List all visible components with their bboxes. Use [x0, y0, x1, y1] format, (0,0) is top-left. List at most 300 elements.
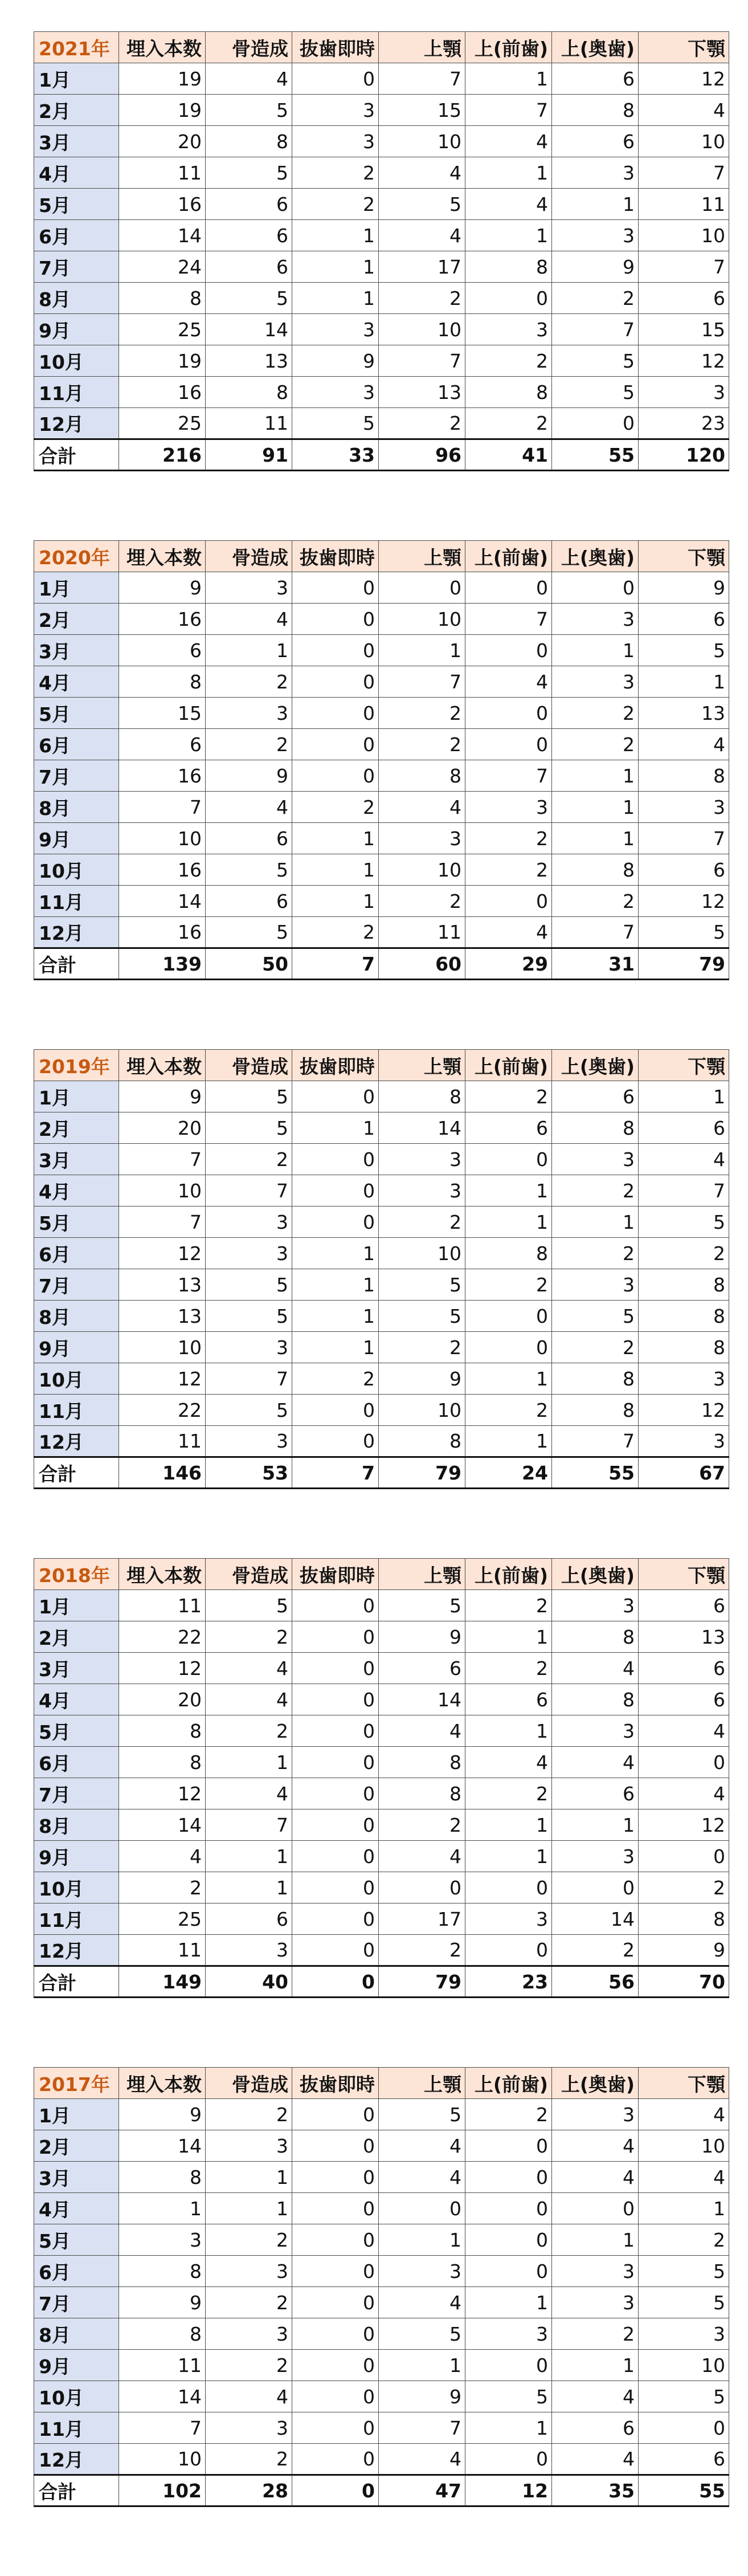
table-cell: 0	[292, 1904, 379, 1935]
total-cell: 70	[639, 1966, 729, 1998]
table-cell: 12	[639, 1809, 729, 1841]
total-row	[34, 948, 729, 980]
month-label: 9月	[34, 2350, 119, 2381]
total-cell: 91	[206, 439, 292, 471]
table-cell: 4	[639, 2162, 729, 2193]
table-cell: 1	[552, 635, 639, 666]
table-cell: 3	[292, 95, 379, 126]
table-cell: 0	[552, 2193, 639, 2224]
table-cell: 0	[465, 2193, 552, 2224]
table-cell: 25	[119, 1904, 206, 1935]
total-row	[34, 439, 729, 471]
table-row	[34, 1332, 729, 1363]
table-cell: 6	[465, 1112, 552, 1144]
table-cell: 0	[465, 698, 552, 729]
table-row	[34, 1363, 729, 1395]
table-cell: 0	[292, 2287, 379, 2318]
table-cell: 6	[119, 729, 206, 760]
table-cell: 0	[292, 1426, 379, 1457]
table-cell: 7	[465, 760, 552, 792]
table-cell: 7	[119, 792, 206, 823]
table-cell: 2	[206, 2224, 292, 2256]
month-label: 6月	[34, 220, 119, 251]
month-label: 4月	[34, 1175, 119, 1207]
month-label: 12月	[34, 1426, 119, 1457]
total-row	[34, 1457, 729, 1489]
table-cell: 15	[379, 95, 465, 126]
table-cell: 4	[206, 604, 292, 635]
table-cell: 0	[292, 2381, 379, 2412]
table-cell: 3	[639, 2318, 729, 2350]
table-cell: 6	[552, 63, 639, 95]
table-row	[34, 1238, 729, 1269]
table-cell: 8	[119, 283, 206, 314]
table-cell: 0	[292, 1081, 379, 1112]
table-cell: 0	[292, 729, 379, 760]
table-cell: 8	[465, 377, 552, 408]
table-row	[34, 220, 729, 251]
table-cell: 0	[639, 2412, 729, 2444]
table-row	[34, 1872, 729, 1904]
table-cell: 2	[379, 1332, 465, 1363]
table-cell: 16	[119, 854, 206, 886]
table-cell: 7	[119, 1144, 206, 1175]
table-cell: 4	[639, 1778, 729, 1809]
column-header: 埋入本数	[119, 1050, 206, 1081]
table-cell: 3	[465, 2318, 552, 2350]
table-cell: 8	[639, 1301, 729, 1332]
table-cell: 7	[639, 1175, 729, 1207]
table-cell: 0	[292, 1621, 379, 1653]
table-cell: 2	[379, 886, 465, 917]
table-cell: 7	[552, 1426, 639, 1457]
table-cell: 4	[379, 157, 465, 189]
total-cell: 146	[119, 1457, 206, 1489]
table-cell: 2	[379, 1935, 465, 1966]
table-row	[34, 1747, 729, 1778]
column-header: 上(奥歯)	[552, 32, 639, 63]
table-cell: 6	[552, 1778, 639, 1809]
column-header: 骨造成	[206, 541, 292, 572]
table-cell: 1	[379, 2350, 465, 2381]
table-cell: 1	[465, 157, 552, 189]
table-cell: 3	[119, 2224, 206, 2256]
table-cell: 4	[552, 2444, 639, 2475]
table-cell: 6	[119, 635, 206, 666]
table-cell: 8	[552, 1395, 639, 1426]
table-cell: 5	[206, 1590, 292, 1621]
table-cell: 9	[552, 251, 639, 283]
month-label: 9月	[34, 823, 119, 854]
table-cell: 7	[465, 604, 552, 635]
table-cell: 8	[552, 1363, 639, 1395]
table-cell: 7	[206, 1363, 292, 1395]
month-label: 5月	[34, 1715, 119, 1747]
table-row	[34, 2444, 729, 2475]
table-cell: 12	[639, 1395, 729, 1426]
table-cell: 12	[639, 345, 729, 377]
table-cell: 6	[206, 886, 292, 917]
table-cell: 6	[639, 604, 729, 635]
table-cell: 3	[379, 1175, 465, 1207]
month-label: 4月	[34, 666, 119, 698]
column-header: 上顎	[379, 32, 465, 63]
table-cell: 3	[552, 1590, 639, 1621]
table-cell: 12	[639, 886, 729, 917]
table-cell: 4	[379, 220, 465, 251]
table-cell: 0	[465, 283, 552, 314]
month-label: 4月	[34, 157, 119, 189]
table-cell: 2	[119, 1872, 206, 1904]
table-cell: 3	[379, 1144, 465, 1175]
table-cell: 8	[639, 1332, 729, 1363]
table-cell: 10	[639, 220, 729, 251]
total-cell: 79	[379, 1966, 465, 1998]
table-cell: 1	[552, 823, 639, 854]
table-cell: 3	[206, 1935, 292, 1966]
table-cell: 5	[206, 157, 292, 189]
table-cell: 0	[292, 2256, 379, 2287]
month-label: 7月	[34, 1269, 119, 1301]
table-cell: 5	[639, 635, 729, 666]
table-cell: 3	[206, 572, 292, 604]
table-cell: 0	[465, 2224, 552, 2256]
table-row	[34, 1175, 729, 1207]
table-cell: 9	[206, 760, 292, 792]
table-cell: 4	[206, 792, 292, 823]
column-header: 骨造成	[206, 32, 292, 63]
table-cell: 8	[119, 2256, 206, 2287]
table-cell: 2	[206, 729, 292, 760]
table-cell: 3	[639, 377, 729, 408]
table-cell: 0	[292, 1715, 379, 1747]
table-cell: 2	[379, 283, 465, 314]
total-cell: 149	[119, 1966, 206, 1998]
table-cell: 4	[465, 1747, 552, 1778]
table-cell: 0	[379, 1872, 465, 1904]
column-header: 骨造成	[206, 1050, 292, 1081]
column-header: 下顎	[639, 541, 729, 572]
table-cell: 5	[206, 917, 292, 948]
total-cell: 55	[639, 2475, 729, 2506]
table-row	[34, 345, 729, 377]
table-cell: 1	[552, 189, 639, 220]
month-label: 11月	[34, 377, 119, 408]
table-cell: 2	[465, 1590, 552, 1621]
table-row	[34, 792, 729, 823]
table-cell: 1	[206, 635, 292, 666]
table-cell: 0	[292, 1207, 379, 1238]
total-cell: 55	[552, 1457, 639, 1489]
table-cell: 2	[639, 2224, 729, 2256]
table-cell: 2	[206, 2444, 292, 2475]
table-cell: 3	[206, 2412, 292, 2444]
table-cell: 2	[206, 2350, 292, 2381]
table-cell: 3	[465, 314, 552, 345]
table-cell: 1	[639, 1081, 729, 1112]
table-cell: 2	[552, 886, 639, 917]
month-label: 8月	[34, 1301, 119, 1332]
table-cell: 2	[206, 2287, 292, 2318]
table-cell: 0	[292, 666, 379, 698]
table-cell: 3	[206, 1332, 292, 1363]
table-row	[34, 2099, 729, 2130]
table-cell: 5	[206, 1269, 292, 1301]
table-row	[34, 1621, 729, 1653]
header-row	[34, 541, 729, 572]
table-cell: 16	[119, 917, 206, 948]
table-cell: 1	[465, 1841, 552, 1872]
table-cell: 1	[206, 1841, 292, 1872]
table-cell: 4	[465, 917, 552, 948]
total-label: 合計	[34, 439, 119, 471]
month-label: 9月	[34, 1332, 119, 1363]
table-cell: 1	[292, 1301, 379, 1332]
column-header: 埋入本数	[119, 2068, 206, 2099]
table-cell: 1	[465, 1621, 552, 1653]
column-header: 上顎	[379, 2068, 465, 2099]
table-row	[34, 2381, 729, 2412]
month-label: 12月	[34, 917, 119, 948]
table-cell: 7	[119, 2412, 206, 2444]
total-cell: 29	[465, 948, 552, 980]
table-row	[34, 698, 729, 729]
total-cell: 79	[639, 948, 729, 980]
total-row	[34, 1966, 729, 1998]
table-cell: 2	[552, 1238, 639, 1269]
table-cell: 4	[206, 2381, 292, 2412]
month-label: 3月	[34, 2162, 119, 2193]
table-cell: 1	[292, 1112, 379, 1144]
table-cell: 5	[552, 345, 639, 377]
table-cell: 0	[465, 2162, 552, 2193]
table-cell: 2	[206, 1144, 292, 1175]
table-cell: 0	[552, 1872, 639, 1904]
table-cell: 15	[639, 314, 729, 345]
table-cell: 2	[552, 2318, 639, 2350]
table-cell: 16	[119, 760, 206, 792]
total-cell: 41	[465, 439, 552, 471]
month-label: 4月	[34, 1684, 119, 1715]
table-row	[34, 189, 729, 220]
total-label: 合計	[34, 1457, 119, 1489]
table-cell: 4	[119, 1841, 206, 1872]
month-label: 10月	[34, 345, 119, 377]
table-cell: 1	[292, 823, 379, 854]
table-cell: 1	[552, 792, 639, 823]
table-row	[34, 377, 729, 408]
table-cell: 1	[292, 1332, 379, 1363]
table-row	[34, 917, 729, 948]
month-label: 12月	[34, 2444, 119, 2475]
table-cell: 6	[206, 823, 292, 854]
table-cell: 3	[206, 2256, 292, 2287]
month-label: 5月	[34, 189, 119, 220]
month-label: 12月	[34, 1935, 119, 1966]
table-cell: 1	[465, 1715, 552, 1747]
table-cell: 2	[639, 1238, 729, 1269]
table-cell: 5	[639, 2381, 729, 2412]
column-header: 上(前歯)	[465, 541, 552, 572]
table-row	[34, 2350, 729, 2381]
table-cell: 6	[206, 1904, 292, 1935]
table-cell: 1	[379, 2224, 465, 2256]
table-cell: 8	[552, 854, 639, 886]
table-cell: 2	[292, 792, 379, 823]
table-cell: 4	[552, 1747, 639, 1778]
table-cell: 0	[379, 2193, 465, 2224]
table-cell: 0	[465, 1872, 552, 1904]
table-row	[34, 886, 729, 917]
table-cell: 3	[552, 157, 639, 189]
table-cell: 3	[552, 220, 639, 251]
total-cell: 50	[206, 948, 292, 980]
month-label: 11月	[34, 886, 119, 917]
table-cell: 25	[119, 408, 206, 439]
table-row	[34, 251, 729, 283]
table-cell: 3	[292, 314, 379, 345]
table-cell: 1	[465, 1426, 552, 1457]
table-cell: 1	[552, 760, 639, 792]
table-cell: 8	[119, 666, 206, 698]
table-row	[34, 1081, 729, 1112]
table-cell: 0	[465, 1332, 552, 1363]
column-header: 上(奥歯)	[552, 1050, 639, 1081]
table-cell: 2	[552, 283, 639, 314]
table-cell: 7	[206, 1809, 292, 1841]
table-cell: 8	[465, 251, 552, 283]
table-cell: 0	[292, 2193, 379, 2224]
table-row	[34, 95, 729, 126]
table-cell: 3	[552, 666, 639, 698]
table-cell: 1	[206, 1747, 292, 1778]
table-cell: 1	[639, 2193, 729, 2224]
total-cell: 33	[292, 439, 379, 471]
table-cell: 2	[206, 2099, 292, 2130]
month-label: 1月	[34, 572, 119, 604]
month-label: 5月	[34, 2224, 119, 2256]
table-cell: 11	[639, 189, 729, 220]
table-cell: 3	[465, 1904, 552, 1935]
table-row	[34, 63, 729, 95]
table-cell: 10	[119, 1332, 206, 1363]
table-cell: 0	[639, 1841, 729, 1872]
table-cell: 2	[292, 917, 379, 948]
table-row	[34, 2130, 729, 2162]
month-label: 6月	[34, 729, 119, 760]
table-cell: 1	[552, 1809, 639, 1841]
table-cell: 2	[465, 408, 552, 439]
total-cell: 96	[379, 439, 465, 471]
table-cell: 2	[465, 1778, 552, 1809]
total-cell: 79	[379, 1457, 465, 1489]
table-cell: 8	[552, 1684, 639, 1715]
table-cell: 1	[292, 886, 379, 917]
table-cell: 4	[379, 1841, 465, 1872]
table-cell: 8	[206, 126, 292, 157]
table-cell: 5	[639, 2256, 729, 2287]
table-cell: 10	[379, 854, 465, 886]
table-row	[34, 1841, 729, 1872]
table-cell: 6	[639, 1112, 729, 1144]
table-cell: 10	[379, 314, 465, 345]
table-cell: 8	[552, 95, 639, 126]
table-cell: 0	[465, 2130, 552, 2162]
total-cell: 24	[465, 1457, 552, 1489]
table-cell: 2	[552, 1332, 639, 1363]
table-row	[34, 1653, 729, 1684]
month-label: 1月	[34, 63, 119, 95]
table-cell: 0	[292, 2224, 379, 2256]
month-label: 12月	[34, 408, 119, 439]
column-header: 下顎	[639, 1559, 729, 1590]
table-cell: 0	[552, 408, 639, 439]
table-cell: 4	[552, 2162, 639, 2193]
table-cell: 2	[465, 345, 552, 377]
table-cell: 3	[292, 126, 379, 157]
table-cell: 8	[639, 760, 729, 792]
table-cell: 14	[379, 1684, 465, 1715]
month-label: 3月	[34, 1653, 119, 1684]
table-cell: 6	[206, 220, 292, 251]
table-cell: 0	[292, 1395, 379, 1426]
total-row	[34, 2475, 729, 2506]
table-row	[34, 854, 729, 886]
table-cell: 13	[379, 377, 465, 408]
table-cell: 3	[206, 1426, 292, 1457]
table-cell: 5	[206, 1395, 292, 1426]
table-row	[34, 2412, 729, 2444]
table-cell: 10	[119, 1175, 206, 1207]
month-label: 1月	[34, 1081, 119, 1112]
table-cell: 3	[552, 1269, 639, 1301]
table-cell: 7	[379, 2412, 465, 2444]
table-cell: 1	[292, 283, 379, 314]
year-table	[34, 1049, 729, 1489]
table-row	[34, 2256, 729, 2287]
table-cell: 9	[639, 572, 729, 604]
column-header: 埋入本数	[119, 32, 206, 63]
table-cell: 7	[639, 251, 729, 283]
table-row	[34, 157, 729, 189]
total-cell: 56	[552, 1966, 639, 1998]
table-cell: 20	[119, 1112, 206, 1144]
month-label: 2月	[34, 95, 119, 126]
month-label: 8月	[34, 283, 119, 314]
table-cell: 4	[639, 1715, 729, 1747]
year-table	[34, 1558, 729, 1998]
table-cell: 0	[465, 729, 552, 760]
table-cell: 4	[379, 1715, 465, 1747]
total-cell: 0	[292, 2475, 379, 2506]
table-cell: 7	[465, 95, 552, 126]
table-cell: 0	[465, 2350, 552, 2381]
table-cell: 10	[119, 823, 206, 854]
table-cell: 5	[379, 1269, 465, 1301]
table-cell: 4	[552, 2130, 639, 2162]
table-cell: 8	[639, 1904, 729, 1935]
table-cell: 4	[379, 2130, 465, 2162]
table-cell: 8	[552, 1621, 639, 1653]
month-label: 10月	[34, 1363, 119, 1395]
total-cell: 0	[292, 1966, 379, 1998]
table-cell: 1	[465, 2412, 552, 2444]
table-cell: 19	[119, 345, 206, 377]
table-cell: 1	[552, 1207, 639, 1238]
table-cell: 0	[552, 572, 639, 604]
month-label: 6月	[34, 1238, 119, 1269]
table-cell: 5	[206, 1081, 292, 1112]
